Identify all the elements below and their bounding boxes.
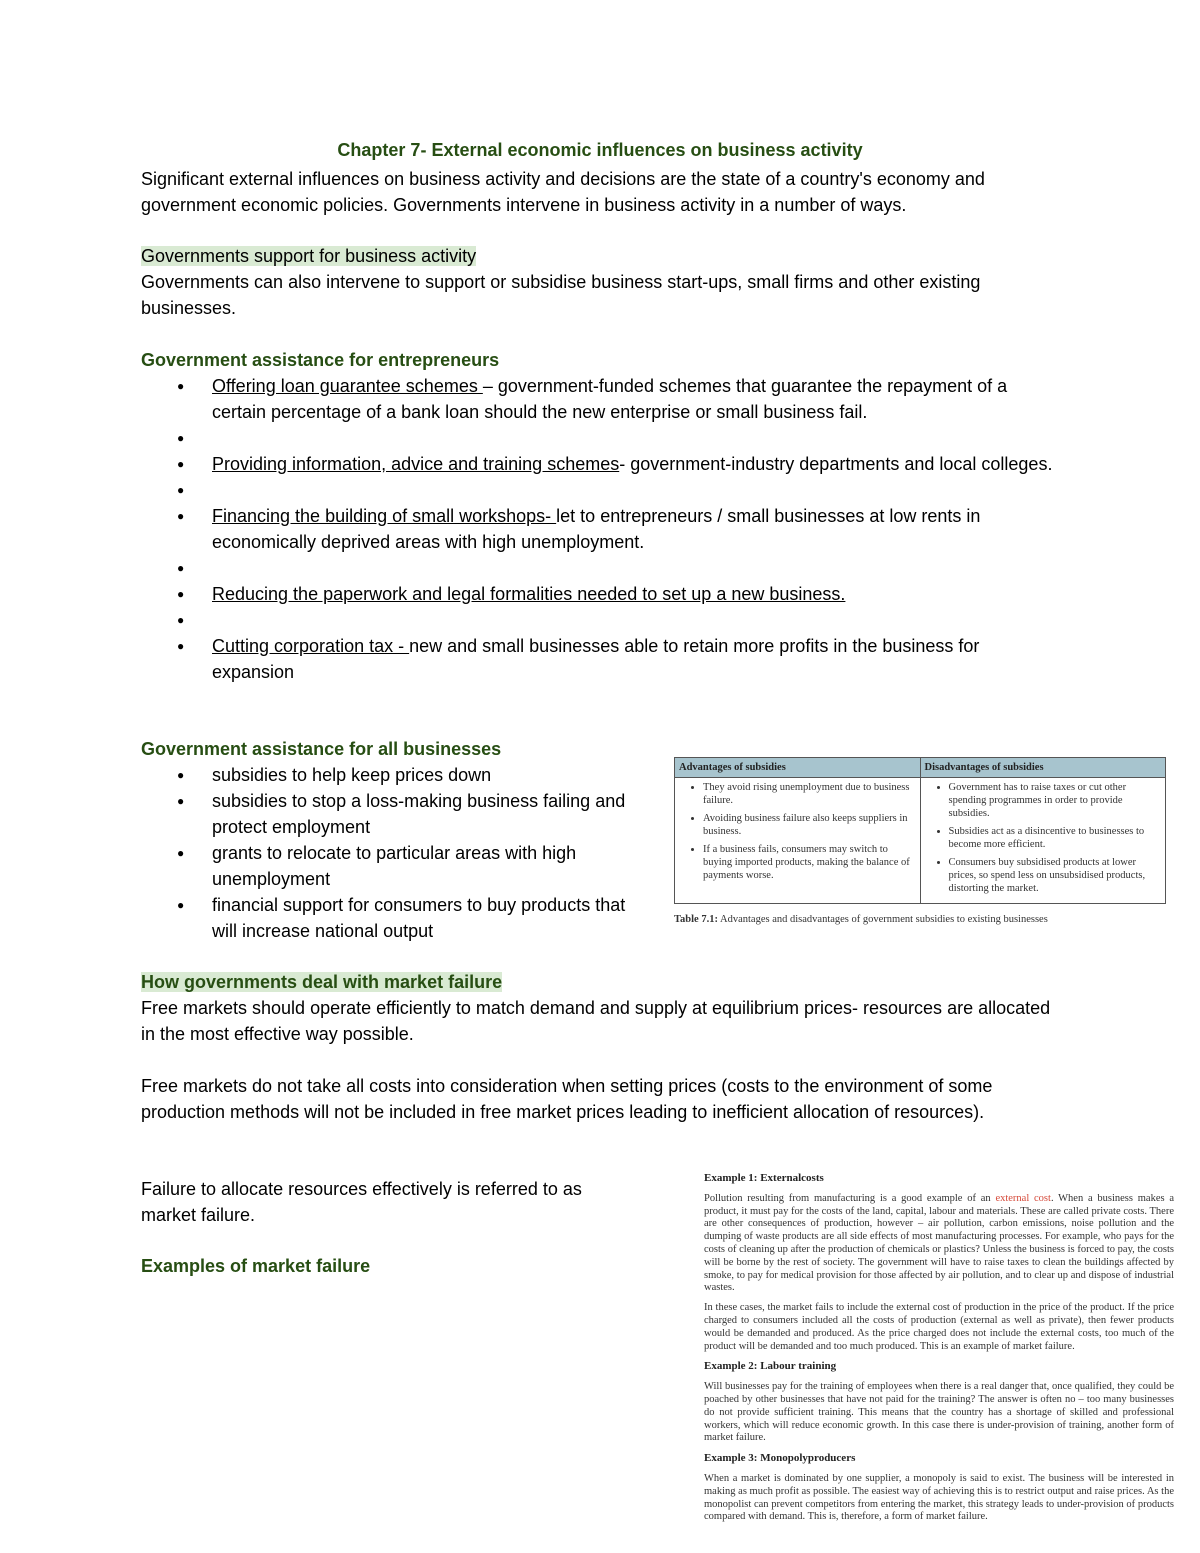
page-title: Chapter 7- External economic influences on business activity: [337, 140, 863, 160]
support-heading: [141, 243, 476, 269]
example-3-title: Example 3: Monopolyproducers: [704, 1452, 856, 1465]
example-1-paragraph-2: In these cases, the market fails to include the external cost of production in the price of the product. If the price charged to consumers included all the costs of production (external as well as private), then fewer products would be demanded and produced. As the price charged does not include the external costs, too much of the product will be demanded and too much produced. This is an example of market failure.: [704, 1302, 1174, 1352]
support-heading-text: Governments support for business activity: [141, 246, 477, 266]
list-item: ● financial support for consumers to buy products that will increase national output: [141, 892, 636, 944]
market-failure-p1: Free markets should operate efficiently to match demand and supply at equilibrium prices- resources are allocated in the most effective way possible.: [141, 998, 1051, 1044]
all-businesses-list: [141, 762, 636, 944]
list-item: • Government has to raise taxes or cut other spending programmes in order to provide subsidies.: [949, 781, 1162, 820]
entrepreneurs-list: [141, 373, 1066, 685]
list-item-underlined: Cutting corporation tax -: [212, 636, 410, 656]
list-item: [141, 451, 1066, 477]
example-2-title: Example 2: Labour training: [704, 1360, 837, 1373]
list-item: • Consumers buy subsidised products at lower prices, so spend less on unsubsidised products, distorting the market.: [949, 856, 1162, 895]
subsidies-table-figure: [674, 757, 1166, 925]
list-spacer: [141, 477, 1066, 503]
market-failure-examples-figure: [704, 1172, 1174, 1531]
list-item: ● grants to relocate to particular areas with high unemployment: [141, 840, 636, 892]
example-1-paragraph: [704, 1193, 1174, 1295]
list-item-text: – government-funded schemes that guarantee the repayment of a certain percentage of a bank loan should the new enterprise or small business fail.: [212, 376, 1008, 422]
example-1-text-b: . When a business makes a product, it must pay for the costs of the land, capital, labour and materials. These are called private costs. There are other consequences of production, however – air pollution, carbon emissions, noise pollution and the dumping of waste products are all side effects of most manufacturing processes. For example, who pays for the costs of cleaning up after the production of chemicals or plastics? Unless the business is forced to pay, the costs will be borne by the rest of society. The government will have to raise taxes to clean the buildings affected by smoke, to pay for medical provision for those affected by air pollution, and to clear up and dispose of industrial wastes.: [704, 1192, 1174, 1294]
list-item-text: - government-industry departments and local colleges.: [619, 454, 1053, 474]
market-failure-p3: Failure to allocate resources effectively is referred to as market failure.: [141, 1179, 582, 1225]
list-item-underlined: Providing information, advice and training schemes: [212, 454, 620, 474]
all-businesses-heading: Government assistance for all businesses: [141, 739, 502, 759]
intro-paragraph: Significant external influences on business activity and decisions are the state of a country's economy and government economic policies. Governments intervene in business activity in a number of ways.: [141, 169, 985, 215]
market-failure-p2: Free markets do not take all costs into consideration when setting prices (costs to the environment of some production methods will not be included in free market prices leading to inefficient allocation of resources).: [141, 1076, 993, 1122]
market-failure-heading-text: How governments deal with market failure: [141, 972, 503, 992]
example-1-text-a: Pollution resulting from manufacturing is a good example of an: [704, 1192, 996, 1204]
list-spacer: [141, 425, 1066, 451]
list-item: [141, 503, 1066, 555]
list-spacer: [141, 607, 1066, 633]
table-header-disadvantages: Disadvantages of subsidies: [920, 758, 1166, 778]
advantages-cell: [675, 778, 921, 904]
table-caption: [674, 914, 1166, 925]
table-caption-text: Advantages and disadvantages of government subsidies to existing businesses: [717, 914, 1048, 925]
subsidies-table: [674, 757, 1166, 904]
example-3-paragraph: When a market is dominated by one supplier, a monopoly is said to exist. The business will be interested in making as much profit as possible. The easiest way of achieving this is to restrict output and raise prices. As the monopolist can prevent competitors from entering the market, this strategy leads to under-provision of products compared with demand. This is, therefore, a form of market failure.: [704, 1472, 1174, 1523]
list-item-text: new and small businesses able to retain more profits in the business for expansion: [212, 636, 980, 682]
table-header-advantages: Advantages of subsidies: [675, 758, 921, 778]
list-item: • Subsidies act as a disincentive to businesses to become more efficient.: [949, 825, 1162, 851]
list-item: • If a business fails, consumers may switch to buying imported products, making the balance of payments worse.: [703, 843, 916, 882]
list-item: [141, 373, 1066, 425]
list-spacer: [141, 555, 1066, 581]
entrepreneurs-heading: Government assistance for entrepreneurs: [141, 350, 500, 370]
example-1-title: Example 1: Externalcosts: [704, 1172, 824, 1184]
list-item: ● subsidies to help keep prices down: [141, 762, 636, 788]
example-1-highlight: external cost: [995, 1192, 1051, 1204]
example-2-paragraph: Will businesses pay for the training of employees when there is a real danger that, once qualified, they could be poached by other businesses that have not paid for the training? The answer is often no – too many businesses do not provide sufficient training. This means that the country has a shortage of skilled and professional workers, which will reduce economic growth. In this case there is under-provision of training, another form of market failure.: [704, 1381, 1174, 1444]
disadvantages-cell: [920, 778, 1166, 904]
list-item: [141, 581, 1066, 607]
list-item: • They avoid rising unemployment due to business failure.: [703, 781, 916, 807]
support-paragraph: Governments can also intervene to support or subsidise business start-ups, small firms and other existing businesses.: [141, 272, 981, 318]
list-item-text: let to entrepreneurs / small businesses at low rents in economically deprived areas with high unemployment.: [212, 506, 981, 552]
market-failure-heading: [141, 969, 502, 995]
list-item-underlined: Financing the building of small workshops-: [212, 506, 557, 526]
list-item: ● subsidies to stop a loss-making business failing and protect employment: [141, 788, 636, 840]
list-item: [141, 633, 1066, 685]
list-item: • Avoiding business failure also keeps suppliers in business.: [703, 812, 916, 838]
examples-heading: Examples of market failure: [141, 1256, 371, 1276]
table-caption-label: Table 7.1:: [674, 914, 718, 925]
list-item-underlined: Reducing the paperwork and legal formalities needed to set up a new business.: [212, 584, 846, 604]
list-item-underlined: Offering loan guarantee schemes: [212, 376, 483, 396]
